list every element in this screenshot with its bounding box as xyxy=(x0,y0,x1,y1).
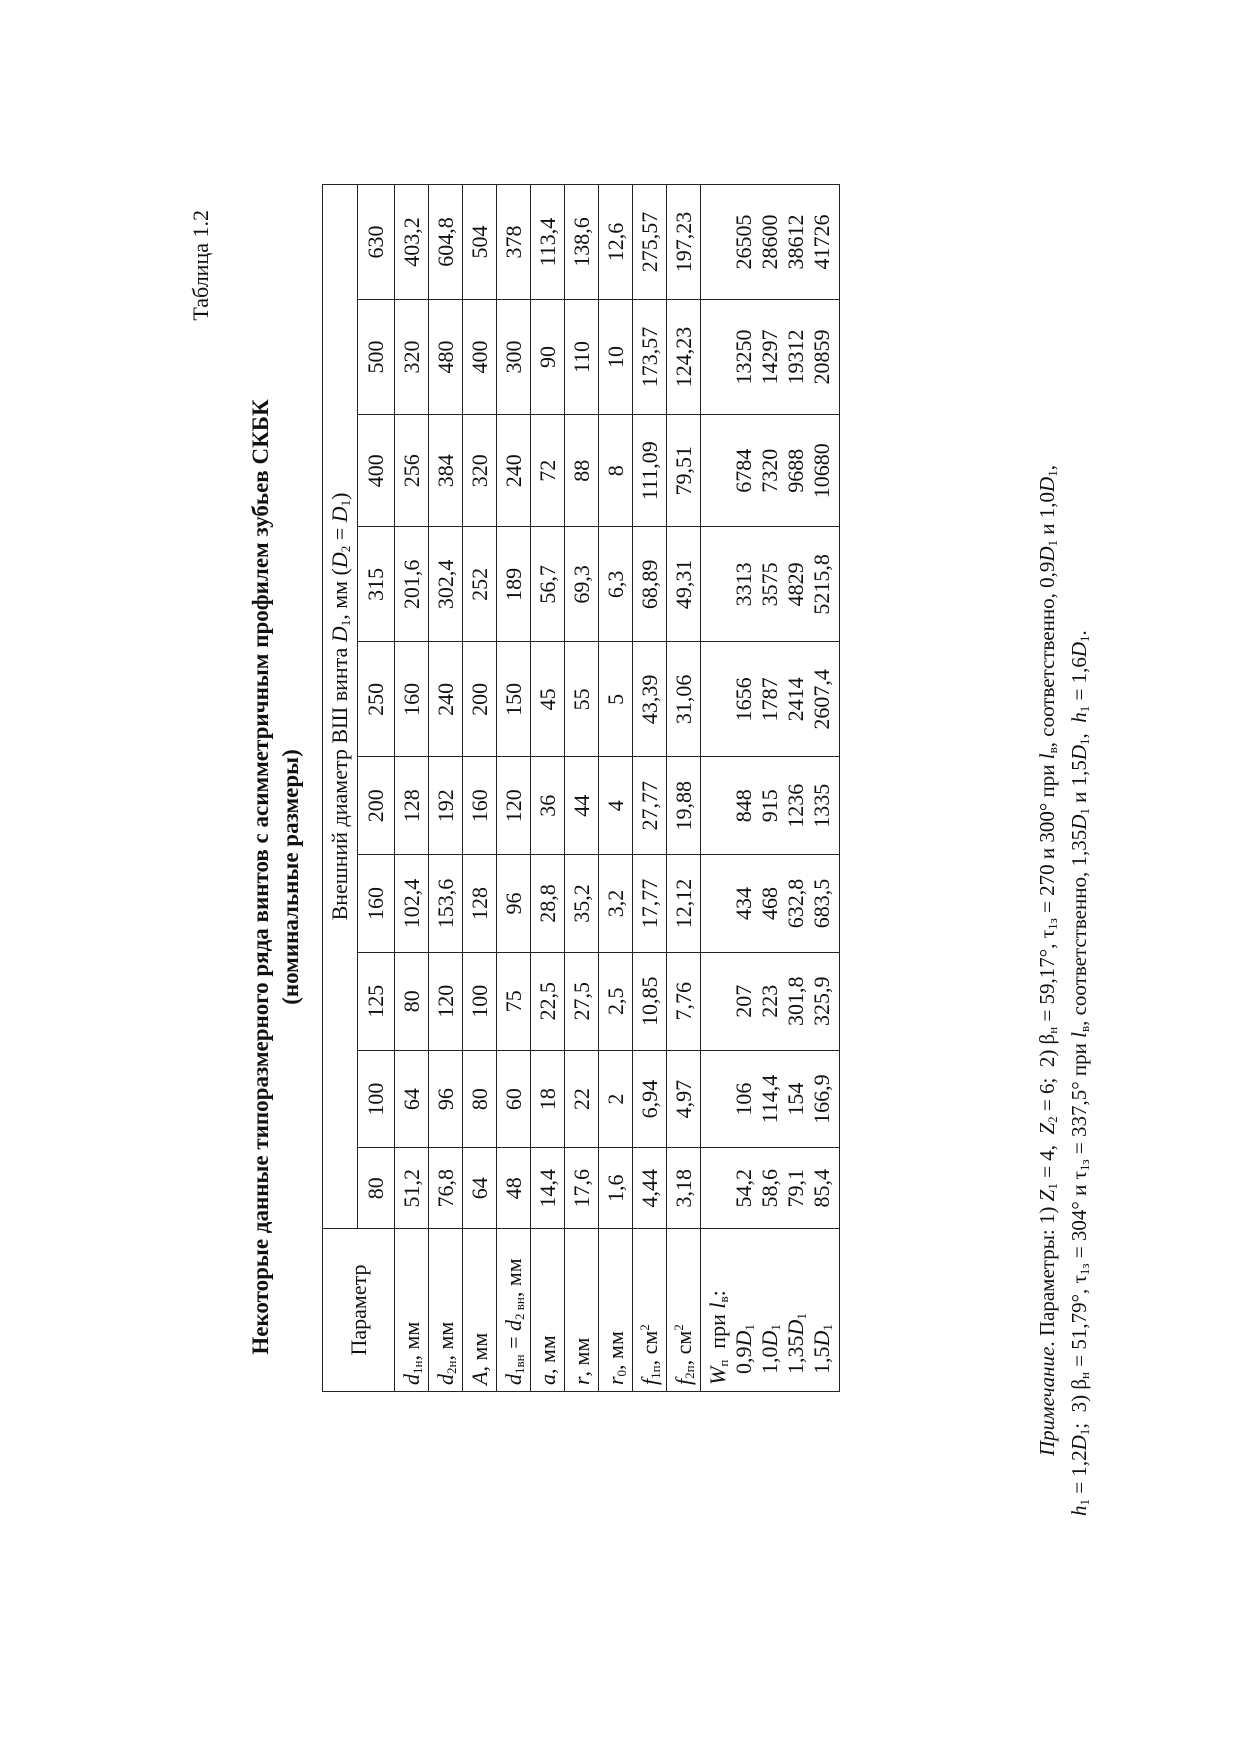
value-cell: 69,3 xyxy=(565,527,599,642)
value-cell: 56,7 xyxy=(531,527,565,642)
wp-value: 915 xyxy=(757,789,782,823)
wp-value: 1236 xyxy=(783,783,808,828)
wp-value-cell xyxy=(701,415,840,527)
value-cell: 378 xyxy=(497,185,531,300)
value-cell: 4,44 xyxy=(633,1148,667,1229)
diameter-cell: 80 xyxy=(358,1148,395,1229)
wp-value: 85,4 xyxy=(809,1168,834,1208)
value-cell: 22,5 xyxy=(531,952,565,1050)
data-table xyxy=(322,184,840,1392)
value-cell: 1,6 xyxy=(599,1148,633,1229)
value-cell: 64 xyxy=(463,1148,497,1229)
value-cell: 48 xyxy=(497,1148,531,1229)
param-label: $f_{2п}$, $см^2$ xyxy=(667,1229,701,1392)
diameter-cell: 400 xyxy=(358,415,395,527)
param-label: A, мм xyxy=(463,1229,497,1392)
value-cell: 192 xyxy=(429,757,463,855)
wp-value: 301,8 xyxy=(783,976,808,1027)
table-row xyxy=(565,185,599,1392)
value-cell: 240 xyxy=(429,642,463,757)
value-cell: 22 xyxy=(565,1050,599,1148)
wp-value: 434 xyxy=(731,887,756,921)
wp-value-cell xyxy=(701,952,840,1050)
value-cell: 189 xyxy=(497,527,531,642)
wp-value: 5215,8 xyxy=(809,554,834,615)
value-cell: 19,88 xyxy=(667,757,701,855)
value-cell: 110 xyxy=(565,300,599,415)
value-cell: 384 xyxy=(429,415,463,527)
value-cell: 49,31 xyxy=(667,527,701,642)
table-title xyxy=(246,0,306,1754)
table-row xyxy=(497,185,531,1392)
wp-value: 1787 xyxy=(757,677,782,722)
wp-value: 10680 xyxy=(809,443,834,499)
wp-label: $W_п$ при $l_в$: $0,9D_1$ $1,0D_1$ $1,35D_1$ $1,5D_1$ xyxy=(701,1229,840,1392)
param-header: Параметр xyxy=(323,1229,395,1392)
table-row-wp xyxy=(701,185,840,1392)
value-cell: 153,6 xyxy=(429,855,463,953)
wp-value-cell xyxy=(701,757,840,855)
wp-value-cell xyxy=(701,527,840,642)
value-cell: 604,8 xyxy=(429,185,463,300)
wp-value: 38612 xyxy=(783,214,808,270)
wp-value: 20859 xyxy=(809,329,834,385)
param-label: $d_{2н}$, мм xyxy=(429,1229,463,1392)
table-number: Таблица 1.2 xyxy=(188,210,213,321)
diameter-cell: 630 xyxy=(358,185,395,300)
wp-value: 6784 xyxy=(731,448,756,493)
value-cell: 138,6 xyxy=(565,185,599,300)
wp-value-cell xyxy=(701,185,840,300)
value-cell: 4,97 xyxy=(667,1050,701,1148)
param-label: $f_{1п}$, $см^2$ xyxy=(633,1229,667,1392)
value-cell: 400 xyxy=(463,300,497,415)
title-line-1: Некоторые данные типоразмерного ряда винтов с асимметричным профилем зубьев СКБК xyxy=(248,399,273,1355)
wp-value-cell xyxy=(701,642,840,757)
note-line-2: $h_1 = 1,2D_1$; 3) $\beta_н = 51,79^\circ$, $\tau_{1з} = 304^\circ$ и $\tau_{1з} = 337,5^\circ$ при $l_в$, соответственно, $1,35D_1$ и $1,5D_1$, $h_1 = 1,6D_1$. xyxy=(1067,630,1092,1516)
value-cell: 128 xyxy=(395,757,429,855)
value-cell: 31,06 xyxy=(667,642,701,757)
value-cell: 12,12 xyxy=(667,855,701,953)
wp-value: 2607,4 xyxy=(809,669,834,730)
value-cell: 80 xyxy=(463,1050,497,1148)
title-line-2: (номинальные размеры) xyxy=(278,749,303,1005)
diameter-row xyxy=(358,185,395,1392)
wp-value: 13250 xyxy=(731,329,756,385)
value-cell: 96 xyxy=(429,1050,463,1148)
wp-value: 468 xyxy=(757,887,782,921)
value-cell: 55 xyxy=(565,642,599,757)
value-cell: 120 xyxy=(429,952,463,1050)
wp-value: 79,1 xyxy=(783,1168,808,1208)
wp-value: 1656 xyxy=(731,677,756,722)
value-cell: 79,51 xyxy=(667,415,701,527)
value-cell: 120 xyxy=(497,757,531,855)
wp-value: 3575 xyxy=(757,562,782,607)
wp-value: 3313 xyxy=(731,562,756,607)
table-row xyxy=(429,185,463,1392)
value-cell: 44 xyxy=(565,757,599,855)
value-cell: 14,4 xyxy=(531,1148,565,1229)
wp-value: 4829 xyxy=(783,562,808,607)
table-row xyxy=(531,185,565,1392)
value-cell: 3,2 xyxy=(599,855,633,953)
value-cell: 320 xyxy=(463,415,497,527)
value-cell: 96 xyxy=(497,855,531,953)
value-cell: 68,89 xyxy=(633,527,667,642)
value-cell: 2,5 xyxy=(599,952,633,1050)
wp-value: 41726 xyxy=(809,214,834,270)
diameter-cell: 100 xyxy=(358,1050,395,1148)
value-cell: 45 xyxy=(531,642,565,757)
value-cell: 35,2 xyxy=(565,855,599,953)
wp-value: 166,9 xyxy=(809,1074,834,1124)
value-cell: 64 xyxy=(395,1050,429,1148)
wp-value-cell xyxy=(701,1148,840,1229)
value-cell: 100 xyxy=(463,952,497,1050)
table-note xyxy=(1031,186,1095,1516)
wp-value: 106 xyxy=(731,1082,756,1116)
value-cell: 302,4 xyxy=(429,527,463,642)
wp-value: 632,8 xyxy=(783,878,808,929)
value-cell: 90 xyxy=(531,300,565,415)
diameter-cell: 160 xyxy=(358,855,395,953)
table-row xyxy=(633,185,667,1392)
value-cell: 240 xyxy=(497,415,531,527)
value-cell: 27,77 xyxy=(633,757,667,855)
value-cell: 10,85 xyxy=(633,952,667,1050)
value-cell: 88 xyxy=(565,415,599,527)
value-cell: 150 xyxy=(497,642,531,757)
table-row xyxy=(599,185,633,1392)
param-label: a, мм xyxy=(531,1229,565,1392)
value-cell: 252 xyxy=(463,527,497,642)
diameter-cell: 500 xyxy=(358,300,395,415)
param-label: $r_0$, мм xyxy=(599,1229,633,1392)
wp-value: 1335 xyxy=(809,783,834,828)
value-cell: 27,5 xyxy=(565,952,599,1050)
group-header: Внешний диаметр ВШ винта $D_1$, мм $(D_2 = D_1)$ xyxy=(323,185,358,1229)
value-cell: 111,09 xyxy=(633,415,667,527)
value-cell: 160 xyxy=(463,757,497,855)
wp-value: 325,9 xyxy=(809,976,834,1027)
value-cell: 8 xyxy=(599,415,633,527)
value-cell: 36 xyxy=(531,757,565,855)
value-cell: 128 xyxy=(463,855,497,953)
wp-value-cell xyxy=(701,855,840,953)
value-cell: 76,8 xyxy=(429,1148,463,1229)
value-cell: 197,23 xyxy=(667,185,701,300)
value-cell: 80 xyxy=(395,952,429,1050)
value-cell: 72 xyxy=(531,415,565,527)
value-cell: 300 xyxy=(497,300,531,415)
wp-value: 7320 xyxy=(757,448,782,493)
table-row xyxy=(395,185,429,1392)
wp-value: 19312 xyxy=(783,329,808,385)
value-cell: 60 xyxy=(497,1050,531,1148)
value-cell: 275,57 xyxy=(633,185,667,300)
value-cell: 200 xyxy=(463,642,497,757)
value-cell: 504 xyxy=(463,185,497,300)
wp-value: 154 xyxy=(783,1082,808,1116)
value-cell: 17,6 xyxy=(565,1148,599,1229)
diameter-cell: 315 xyxy=(358,527,395,642)
value-cell: 124,23 xyxy=(667,300,701,415)
value-cell: 6,94 xyxy=(633,1050,667,1148)
value-cell: 10 xyxy=(599,300,633,415)
wp-value: 26505 xyxy=(731,214,756,270)
value-cell: 4 xyxy=(599,757,633,855)
wp-value: 9688 xyxy=(783,448,808,493)
value-cell: 113,4 xyxy=(531,185,565,300)
value-cell: 403,2 xyxy=(395,185,429,300)
value-cell: 7,76 xyxy=(667,952,701,1050)
diameter-cell: 250 xyxy=(358,642,395,757)
table-row xyxy=(463,185,497,1392)
note-line-1: Примечание. Параметры: 1) $Z_1 = 4$, $Z_2 = 6$; 2) $\beta_н = 59,17^\circ$, $\tau_{1з} = 270$ и 300° при $l_в$, соответственно, $0,9D_1$ и $1,0D_1$, xyxy=(1035,465,1060,1456)
diameter-cell: 125 xyxy=(358,952,395,1050)
wp-value: 683,5 xyxy=(809,878,834,929)
value-cell: 256 xyxy=(395,415,429,527)
wp-value: 58,6 xyxy=(757,1168,782,1208)
wp-value: 114,4 xyxy=(757,1074,782,1124)
value-cell: 201,6 xyxy=(395,527,429,642)
value-cell: 480 xyxy=(429,300,463,415)
value-cell: 75 xyxy=(497,952,531,1050)
wp-value-cell xyxy=(701,300,840,415)
value-cell: 12,6 xyxy=(599,185,633,300)
value-cell: 43,39 xyxy=(633,642,667,757)
value-cell: 6,3 xyxy=(599,527,633,642)
value-cell: 2 xyxy=(599,1050,633,1148)
param-label: $d_{1вн} = d_{2 вн}$, мм xyxy=(497,1229,531,1392)
value-cell: 51,2 xyxy=(395,1148,429,1229)
value-cell: 3,18 xyxy=(667,1148,701,1229)
value-cell: 28,8 xyxy=(531,855,565,953)
value-cell: 160 xyxy=(395,642,429,757)
wp-value: 28600 xyxy=(757,214,782,270)
wp-value: 223 xyxy=(757,984,782,1018)
header-row xyxy=(323,185,358,1392)
value-cell: 18 xyxy=(531,1050,565,1148)
table-row xyxy=(667,185,701,1392)
wp-value: 54,2 xyxy=(731,1168,756,1208)
wp-value: 848 xyxy=(731,789,756,823)
value-cell: 320 xyxy=(395,300,429,415)
wp-value: 2414 xyxy=(783,677,808,722)
value-cell: 17,77 xyxy=(633,855,667,953)
value-cell: 173,57 xyxy=(633,300,667,415)
wp-value: 14297 xyxy=(757,329,782,385)
wp-value-cell xyxy=(701,1050,840,1148)
param-label: r, мм xyxy=(565,1229,599,1392)
value-cell: 102,4 xyxy=(395,855,429,953)
value-cell: 5 xyxy=(599,642,633,757)
diameter-cell: 200 xyxy=(358,757,395,855)
param-label: $d_{1н}$, мм xyxy=(395,1229,429,1392)
wp-value: 207 xyxy=(731,984,756,1018)
